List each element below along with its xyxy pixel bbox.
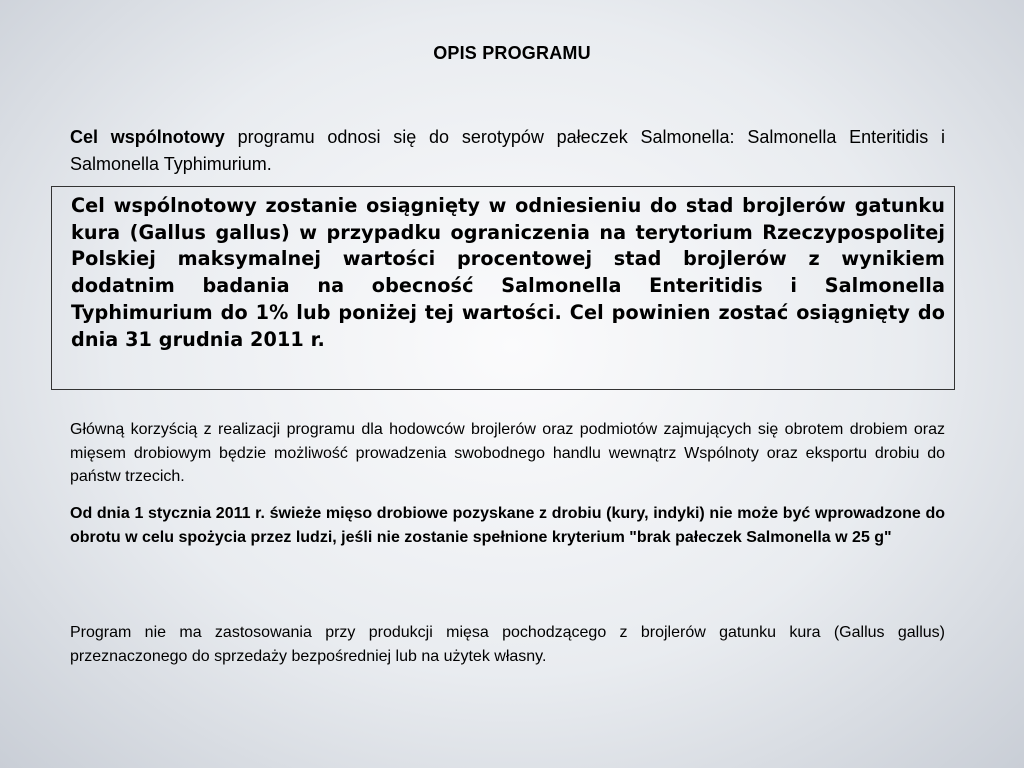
intro-bold-lead: Cel wspólnotowy [70, 127, 225, 147]
intro-rest: programu odnosi się do serotypów pałeczek Salmonella: Salmonella Enteritidis i Salmonella Typhimurium. [70, 127, 945, 174]
scope-paragraph: Program nie ma zastosowania przy produkcji mięsa pochodzącego z brojlerów gatunku kura (Gallus gallus) przeznaczonego do sprzedaży bezpośredniej lub na użytek własny. [70, 624, 945, 665]
benefit-paragraph: Główną korzyścią z realizacji programu dla hodowców brojlerów oraz podmiotów zajmujących się obrotem drobiem oraz mięsem drobiowym będzie możliwość prowadzenia swobodnego handlu wewnątrz Wspólnoty oraz eksportu drobiu do państw trzecich. [70, 421, 945, 485]
slide-title: OPIS PROGRAMU [433, 43, 591, 63]
goal-box-text: Cel wspólnotowy zostanie osiągnięty w odniesieniu do stad brojlerów gatunku kura (Gallus gallus) w przypadku ograniczenia na terytorium Rzeczypospolitej Polskiej maksymalnej wartości procentowej stad brojlerów z wynikiem dodatnim badania na obecność Salmonella Enteritidis i Salmonella Typhimurium do 1% lub poniżej tej wartości. Cel powinien zostać osiągnięty do dnia 31 grudnia 2011 r. [71, 194, 945, 351]
date-paragraph: Od dnia 1 stycznia 2011 r. świeże mięso drobiowe pozyskane z drobiu (kury, indyki) nie może być wprowadzone do obrotu w celu spożycia przez ludzi, jeśli nie zostanie spełnione kryterium "brak pałeczek Salmonella w 25 g" [70, 505, 945, 546]
intro-paragraph [70, 124, 945, 178]
goal-box [51, 186, 955, 390]
